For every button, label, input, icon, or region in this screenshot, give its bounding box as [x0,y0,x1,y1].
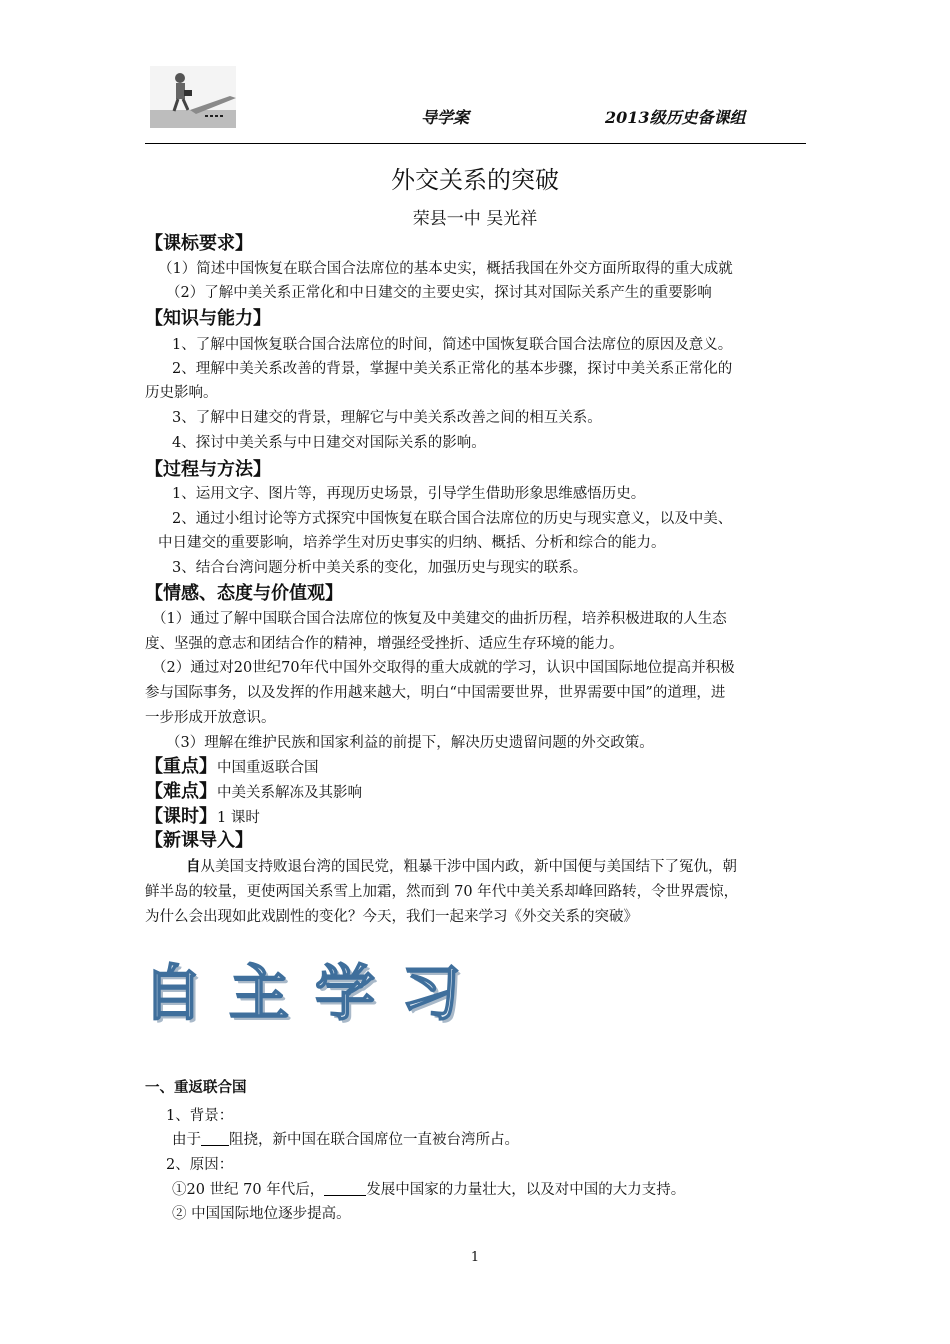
section-nandian [145,777,362,803]
text-line: 3、了解中日建交的背景，理解它与中美关系改善之间的相互关系。 [172,410,602,426]
section-zhongdian [145,752,319,778]
page-number: 1 [470,1250,480,1265]
intro-first-char: 自 [186,858,201,875]
reason-label: 2、原因： [166,1157,234,1173]
doc-title: 外交关系的突破 [391,166,559,194]
text-line: 历史影响。 [145,385,218,401]
intro-line-1: 自从美国支持败退台湾的国民党，粗暴干涉中国内政，新中国便与美国结下了冤仇，朝 [186,858,737,875]
text-line: 2、理解中美关系改善的背景，掌握中美关系正常化的基本步骤，探讨中美关系正常化的 [172,361,733,377]
self-study-banner: 自主学习 [143,959,487,1029]
text-line: （3）理解在维护民族和国家利益的前提下，解决历史遗留问题的外交政策。 [166,735,654,751]
text-line: 2、通过小组讨论等方式探究中国恢复在联合国合法席位的历史与现实意义，以及中美、 [172,511,733,527]
background-label: 1、背景： [166,1108,234,1124]
text-line: 为什么会出现如此戏剧性的变化？今天，我们一起来学习《外交关系的突破》 [145,909,638,925]
keshi-text: 1 课时 [217,810,260,826]
section-heading-zhishi: 【知识与能力】 [145,308,271,329]
header-rule [145,143,806,144]
doc-author: 荣县一中 吴光祥 [412,209,538,229]
text-line: 参与国际事务，以及发挥的作用越来越大，明白“中国需要世界，世界需要中国”的道理，进 [145,685,726,701]
fill-blank[interactable] [324,1181,366,1196]
reason-line-1: ①20 世纪 70 年代后， 发展中国家的力量壮大，以及对中国的大力支持。 [172,1182,686,1198]
background-line: 由于 阻挠，新中国在联合国席位一直被台湾所占。 [172,1132,519,1148]
reason-line-2: ② 中国国际地位逐步提高。 [172,1206,351,1222]
text-line: 1、了解中国恢复联合国合法席位的时间，简述中国恢复联合国合法席位的原因及意义。 [172,337,733,353]
header-left: 导学案 [421,108,470,127]
section-heading-guocheng: 【过程与方法】 [145,459,271,480]
text-line: 一步形成开放意识。 [145,710,276,726]
text-line: （1）通过了解中国联合国合法席位的恢复及中美建交的曲折历程，培养积极进取的人生态 [152,611,727,627]
text-line: （2）了解中美关系正常化和中日建交的主要史实，探讨其对国际关系产生的重要影响 [166,285,712,301]
zhongdian-text: 中国重返联合国 [217,760,319,776]
text-line: 4、探讨中美关系与中日建交对国际关系的影响。 [172,435,486,451]
text-line: （2）通过对20世纪70年代中国外交取得的重大成就的学习，认识中国国际地位提高并积极 [152,660,735,676]
text-line: 3、结合台湾问题分析中美关系的变化，加强历史与现实的联系。 [172,560,588,576]
header-illustration [150,66,236,128]
section-heading-daoru: 【新课导入】 [145,830,253,851]
section-heading-qinggan: 【情感、态度与价值观】 [145,583,343,604]
section-heading-zhongdian: 【重点】 [145,756,217,777]
section-heading-nandian: 【难点】 [145,781,217,802]
part1-heading: 一、重返联合国 [145,1080,247,1096]
text-line: （1）简述中国恢复在联合国合法席位的基本史实，概括我国在外交方面所取得的重大成就 [158,261,733,277]
section-heading-kebiao: 【课标要求】 [145,233,253,254]
text-line: 度、坚强的意志和团结合作的精神，增强经受挫折、适应生存环境的能力。 [145,636,624,652]
section-heading-keshi: 【课时】 [145,806,217,827]
text-line: 1、运用文字、图片等，再现历史场景，引导学生借助形象思维感悟历史。 [172,486,646,502]
header-right: 2013级历史备课组 [605,108,746,127]
section-keshi [145,802,260,828]
text-line: 中日建交的重要影响，培养学生对历史事实的归纳、概括、分析和综合的能力。 [158,535,666,551]
nandian-text: 中美关系解冻及其影响 [217,785,362,801]
fill-blank[interactable] [201,1131,229,1146]
text-line: 鲜半岛的较量，更使两国关系雪上加霜，然而到 70 年代中美关系却峰回路转，令世界震惊， [145,884,739,900]
